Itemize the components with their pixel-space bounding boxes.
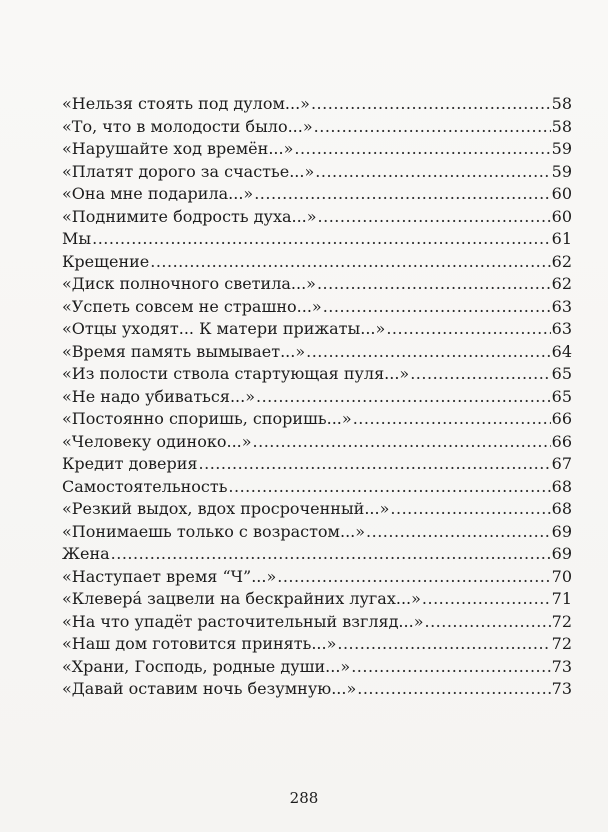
toc-entry — [62, 93, 572, 116]
toc-leader-dots — [111, 543, 551, 566]
toc-leader-dots — [323, 296, 551, 319]
toc-entry-title: «Давай оставим ночь безумную...» — [62, 679, 357, 698]
toc-leader-dots — [357, 678, 550, 701]
toc-leader-dots — [337, 633, 550, 656]
toc-entry — [62, 138, 572, 161]
toc-entry — [62, 431, 572, 454]
toc-leader-dots — [386, 318, 550, 341]
toc-entry-title: «Наш дом готовится принять...» — [62, 634, 337, 653]
toc-entry — [62, 273, 572, 296]
toc-entry-title: «Резкий выдох, вдох просроченный...» — [62, 499, 390, 518]
toc-entry — [62, 363, 572, 386]
toc-entry-title: «Нарушайте ход времён...» — [62, 139, 294, 158]
toc-entry — [62, 408, 572, 431]
toc-entry-title: «Храни, Господь, родные души...» — [62, 656, 351, 676]
toc-entry — [62, 386, 572, 409]
toc-entry — [62, 206, 572, 229]
toc-leader-dots — [92, 228, 551, 251]
toc-entry-title: «Человеку одиноко...» — [62, 431, 252, 451]
toc-entry-page: 69 — [551, 521, 572, 541]
toc-leader-dots — [294, 138, 550, 161]
toc-entry-page: 64 — [551, 341, 572, 361]
toc-leader-dots — [410, 363, 550, 386]
toc-entry-title: Мы — [62, 229, 92, 248]
toc-entry-title: «Диск полночного светила...» — [62, 274, 316, 293]
toc-entry — [62, 633, 572, 656]
toc-entry-page: 67 — [551, 454, 572, 473]
toc-entry-title: Самостоятельность — [62, 476, 228, 496]
toc-entry-title: «Постоянно споришь, споришь...» — [62, 409, 352, 428]
toc-leader-dots — [199, 453, 551, 476]
toc-entry-page: 65 — [551, 364, 572, 383]
toc-entry — [62, 453, 572, 476]
toc-entry-page: 66 — [551, 409, 572, 428]
toc-entry — [62, 183, 572, 206]
toc-entry-title: «Платят дорого за счастье...» — [62, 161, 315, 181]
toc-entry-page: 59 — [551, 161, 572, 181]
toc-entry-title: «Успеть совсем не страшно...» — [62, 296, 322, 316]
toc-entry-page: 60 — [551, 206, 572, 226]
toc-entry-title: Крещение — [62, 251, 150, 271]
table-of-contents — [62, 93, 572, 701]
toc-entry — [62, 341, 572, 364]
toc-entry-page: 58 — [551, 94, 572, 113]
toc-entry — [62, 566, 572, 589]
toc-leader-dots — [311, 93, 551, 116]
toc-entry-page: 68 — [551, 499, 572, 518]
toc-entry — [62, 543, 572, 566]
toc-entry-page: 72 — [551, 611, 572, 631]
toc-entry-title: «Из полости ствола стартующая пуля...» — [62, 364, 410, 383]
toc-entry-page: 68 — [551, 476, 572, 496]
toc-entry-title: «Нельзя стоять под дулом...» — [62, 94, 310, 113]
toc-entry-page: 72 — [551, 634, 572, 653]
toc-leader-dots — [306, 341, 551, 364]
toc-entry — [62, 498, 572, 521]
toc-entry-page: 62 — [551, 274, 572, 293]
toc-entry — [62, 678, 572, 701]
toc-leader-dots — [314, 116, 551, 139]
toc-entry — [62, 296, 572, 319]
toc-entry — [62, 251, 572, 274]
toc-entry — [62, 318, 572, 341]
toc-entry-title: «Время память вымывает...» — [62, 341, 306, 361]
toc-entry — [62, 588, 572, 611]
toc-entry-title: «Понимаешь только с возрастом...» — [62, 521, 366, 541]
toc-entry — [62, 228, 572, 251]
page-number: 288 — [289, 789, 319, 807]
toc-leader-dots — [315, 161, 550, 184]
toc-entry — [62, 611, 572, 634]
toc-entry — [62, 161, 572, 184]
toc-entry-page: 63 — [551, 319, 572, 338]
toc-leader-dots — [150, 251, 550, 274]
toc-entry-page: 58 — [551, 116, 572, 136]
toc-leader-dots — [390, 498, 550, 521]
toc-entry-title: Жена — [62, 544, 110, 563]
toc-entry-page: 61 — [551, 229, 572, 248]
toc-entry-page: 59 — [551, 139, 572, 158]
toc-entry-title: «То, что в молодости было...» — [62, 116, 313, 136]
toc-entry-page: 63 — [551, 296, 572, 316]
toc-leader-dots — [353, 408, 551, 431]
toc-entry-page: 62 — [551, 251, 572, 271]
toc-leader-dots — [256, 386, 551, 409]
toc-leader-dots — [253, 431, 551, 454]
toc-entry-page: 65 — [551, 386, 572, 406]
toc-entry-title: Кредит доверия — [62, 454, 198, 473]
toc-entry-title: «Клеверá зацвели на бескрайних лугах...» — [62, 589, 421, 608]
toc-entry — [62, 476, 572, 499]
toc-entry-title: «Не надо убиваться...» — [62, 386, 255, 406]
toc-entry-title: «Поднимите бодрость духа...» — [62, 206, 317, 226]
toc-leader-dots — [422, 588, 551, 611]
toc-leader-dots — [366, 521, 551, 544]
toc-leader-dots — [351, 656, 550, 679]
toc-entry-page: 69 — [551, 544, 572, 563]
toc-entry — [62, 116, 572, 139]
toc-entry — [62, 521, 572, 544]
toc-entry-title: «На что упадёт расточительный взгляд...» — [62, 611, 424, 631]
toc-entry-title: «Наступает время “Ч”...» — [62, 566, 277, 586]
toc-leader-dots — [317, 273, 551, 296]
toc-leader-dots — [228, 476, 550, 499]
toc-leader-dots — [277, 566, 550, 589]
toc-leader-dots — [318, 206, 551, 229]
toc-leader-dots — [254, 183, 550, 206]
toc-entry-page: 70 — [551, 566, 572, 586]
toc-entry-page: 71 — [551, 589, 572, 608]
toc-entry-page: 66 — [551, 431, 572, 451]
toc-entry-title: «Она мне подарила...» — [62, 184, 254, 203]
toc-entry — [62, 656, 572, 679]
toc-entry-page: 60 — [551, 184, 572, 203]
toc-entry-page: 73 — [551, 679, 572, 698]
toc-leader-dots — [424, 611, 550, 634]
toc-entry-page: 73 — [551, 656, 572, 676]
toc-entry-title: «Отцы уходят... К матери прижаты...» — [62, 319, 386, 338]
